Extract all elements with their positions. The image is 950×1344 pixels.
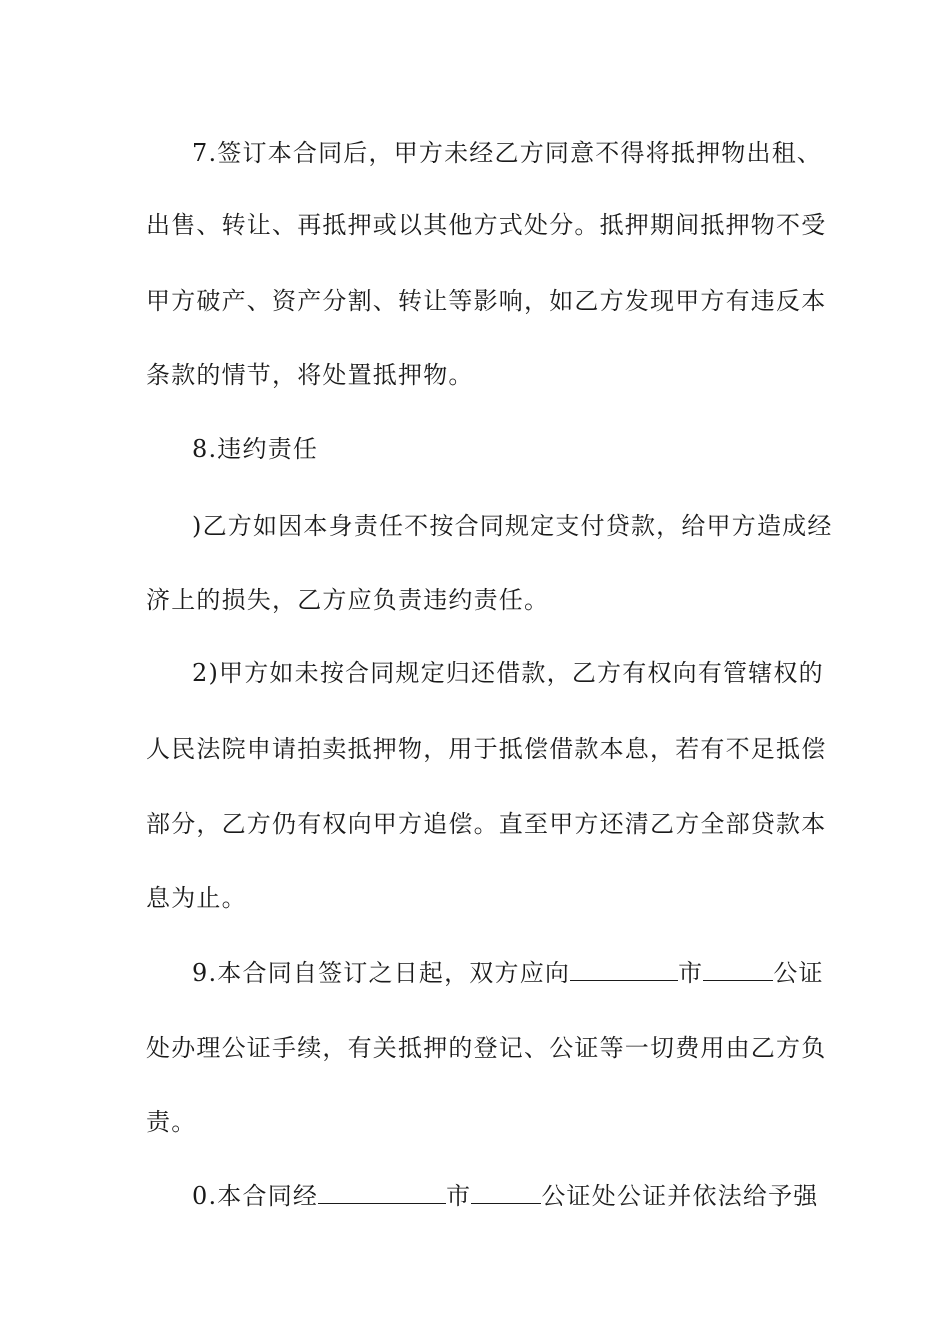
clause-8-2-line-3: 部分，乙方仍有权向甲方追偿。直至甲方还清乙方全部贷款本 (146, 810, 827, 838)
clause-8-2-line-4: 息为止。 (146, 884, 247, 912)
clause-7-line-3: 甲方破产、资产分割、转让等影响，如乙方发现甲方有违反本 (146, 287, 827, 315)
clause-8-heading: 8.违约责任 (192, 435, 319, 463)
city-blank (318, 1181, 446, 1204)
clause-10-text-b: 市 (446, 1182, 472, 1210)
notary-blank (471, 1181, 541, 1204)
clause-7-line-4: 条款的情节，将处置抵押物。 (146, 361, 474, 389)
clause-9-text-a: 9.本合同自签订之日起，双方应向 (192, 959, 571, 987)
clause-8-2-line-2: 人民法院申请拍卖抵押物，用于抵偿借款本息，若有不足抵偿 (146, 735, 827, 763)
notary-blank (703, 958, 773, 981)
clause-8-1-line-2: 济上的损失，乙方应负责违约责任。 (146, 586, 550, 614)
clause-9-line-3: 责。 (146, 1108, 197, 1136)
clause-10-text-c: 公证处公证并依法给予强 (541, 1182, 819, 1210)
clause-10-line-1 (192, 1178, 819, 1214)
clause-7-line-2: 出售、转让、再抵押或以其他方式处分。抵押期间抵押物不受 (146, 211, 827, 239)
clause-8-2-line-1: 2)甲方如未按合同规定归还借款，乙方有权向有管辖权的 (192, 659, 824, 687)
clause-8-1-line-1: )乙方如因本身责任不按合同规定支付贷款，给甲方造成经 (192, 512, 833, 540)
clause-9-line-2: 处办理公证手续，有关抵押的登记、公证等一切费用由乙方负 (146, 1034, 827, 1062)
clause-7-line-1: 7.签订本合同后，甲方未经乙方同意不得将抵押物出租、 (192, 139, 823, 167)
city-blank (570, 958, 678, 981)
clause-9-text-b: 市 (678, 959, 704, 987)
clause-9-text-c: 公证 (773, 959, 824, 987)
clause-9-line-1 (192, 955, 824, 991)
clause-10-text-a: 0.本合同经 (192, 1182, 319, 1210)
